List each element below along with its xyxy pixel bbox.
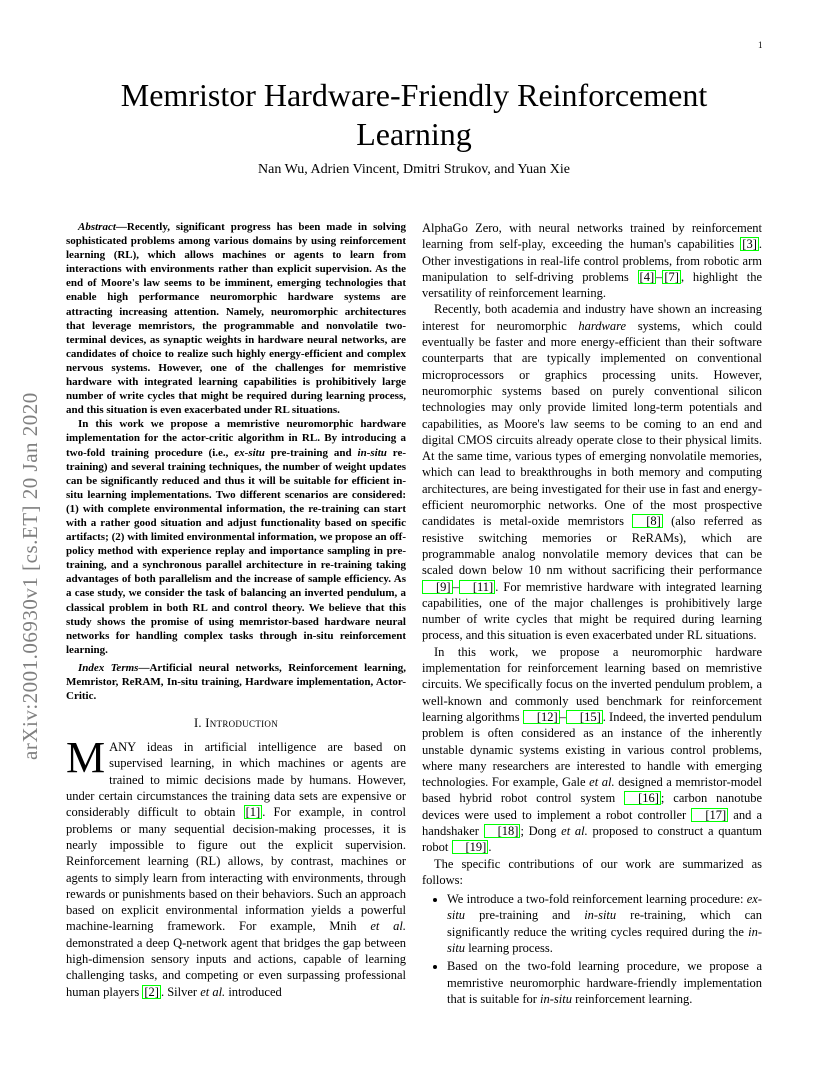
citation-link[interactable]: [16]: [624, 791, 661, 805]
abstract-paragraph-2: In this work we propose a memristive neuromorphic hardware implementation for the actor-critic algorithm in RL. By introducing a two-fold training procedure (i.e., ex-situ pre-training and in-situ re-training) and several training techniques, the number of weight updates can be significantly reduced and thus it will be suitable for efficient in-situ learning implementations. Two different scenarios are considered: (1) with complete environmental information, the re-training can start with a rather good situation and adjust functionality based on specific artifacts; (2) with limited environmental information, we propose an off-policy method with experience replay and importance sampling in pre-training, and a synchronous parallel architecture in re-training taking advantages of both parallelism and the increase of sample efficiency. As a case study, we consider the task of balancing an inverted pendulum, a classical problem in both RL and control theory. We believe that this study shows the promise of using memristor-based hardware neural networks for handling complex tasks through in-situ reinforcement learning.: [66, 418, 406, 656]
index-terms-label: Index Terms: [78, 661, 139, 674]
arxiv-stamp: arXiv:2001.06930v1 [cs.ET] 20 Jan 2020: [18, 392, 42, 760]
page-number: 1: [758, 40, 763, 50]
citation-link[interactable]: [9]: [422, 580, 453, 594]
left-column: [66, 220, 406, 1000]
citation-link[interactable]: [3]: [742, 237, 757, 252]
drop-cap: M: [66, 733, 106, 783]
citation-link[interactable]: [19]: [452, 840, 489, 854]
intro-paragraph: MANY ideas in artificial intelligence are based on supervised learning, in which machines or agents are trained to mimic decisions made by humans. However, under certain circumstances the training data sets are expensive or considerably difficult to obtain [1] . For example, in control problems or many sequential decision-making processes, it is nearly impossible to figure out the explicit supervision. Reinforcement learning (RL) allows, by contrast, machines or agents to simply learn from interacting with environments, through rewards or punishments based on their behaviors. Such an approach based on explicit environmental information yields a powerful machine-learning framework. For example, Mnih et al. demonstrated a deep Q-network agent that bridges the gap between high-dimension sensory inputs and actions, capable of learning challenging tasks, and competing or even surpassing professional human players [2] . Silver et al. introduced: [66, 733, 406, 999]
citation-link[interactable]: [11]: [459, 580, 495, 594]
citation-link[interactable]: [1]: [245, 805, 261, 820]
citation-link[interactable]: [15]: [566, 710, 603, 724]
list-item: • Based on the two-fold learning procedure, we propose a memristive neuromorphic hardware-friendly implementation that is suitable for in-situ reinforcement learning.: [447, 958, 762, 1007]
citation-link[interactable]: [17]: [691, 808, 728, 822]
index-terms: Index Terms—Artificial neural networks, Reinforcement learning, Memristor, ReRAM, In-situ training, Hardware implementation, Actor-Critic.: [66, 661, 406, 703]
citation-link[interactable]: [4]: [639, 269, 655, 284]
contributions-list: [422, 891, 762, 1007]
citation-link[interactable]: [7]: [664, 269, 679, 284]
paper-authors: Nan Wu, Adrien Vincent, Dmitri Strukov, and Yuan Xie: [258, 162, 570, 177]
citation-link[interactable]: [8]: [632, 514, 663, 528]
body-paragraph: Recently, both academia and industry have shown an increasing interest for neuromorphic hardware systems, which could eventually be faster and more energy-efficient than their software counterparts that are typically implemented on conventional microprocessors or graphics processing units. However, neuromorphic systems based on purely conventional silicon technologies may only provide limited long-term potentials and capabilities, as Moore's law seems to be coming to an end and digital CMOS circuits already operate close to their physical limits. At the same time, various types of emerging nonvolatile memories, which can lead to breakthroughs in both memory and computing architectures, are being investigated for their use in fast and energy-efficient neuromorphic networks. One of the most prospective candidates is metal-oxide memristors [8] (also referred as resistive switching memories or ReRAMs), which are programmable analog nonvolatile memory devices that can be scaled down below 10 nm without sacrificing their performance [9] – [11] . For memristive hardware with integrated learning capabilities, one of the major challenges is prohibitively large number of write cycles that might be required during learning process, and this situation is even exacerbated under RL situations.: [422, 302, 762, 643]
right-column: [422, 220, 762, 1009]
body-paragraph: In this work, we propose a neuromorphic hardware implementation for reinforcement learning based on memristive circuits. We specifically focus on the inverted pendulum problem, a well-known and commonly used benchmark for reinforcement learning algorithms [12] – [15] . Indeed, the inverted pendulum problem is often considered as an instance of the inherently unstable dynamic systems existing in various control problems, where many researchers are interested to handle with emerging technologies. For example, Gale et al. designed a memristor-model based hybrid robot control system [16] ; carbon nanotube devices were used to implement a robot controller [17] and a handshaker [18] ; Dong et al. proposed to construct a quantum robot [19] .: [422, 644, 763, 855]
abstract-label: Abstract: [78, 221, 116, 233]
abstract-paragraph-1: Abstract—Recently, significant progress has been made in solving sophisticated problems among various domains by using reinforcement learning (RL), which allows machines or agents to learn from interactions with environments rather than explicit supervision. As the end of Moore's law seems to be imminent, emerging technologies that enable high performance neuromorphic hardware systems are attracting increasing attention. Namely, neuromorphic architectures that leverage memristors, the programmable and nonvolatile two-terminal devices, as synaptic weights in hardware neural networks, are candidates of choice to realize such highly energy-efficient and complex nervous systems. However, one of the challenges for memristive hardware with integrated learning capabilities is prohibitively large number of write cycles that might be required during learning process, and this situation is even exacerbated under RL situations.: [66, 221, 406, 417]
body-paragraph: AlphaGo Zero, with neural networks trained by reinforcement learning from self-play, exceeding the human's capabilities [3] . Other investigations in real-life control problems, from robotic arm manipulation to self-driving problems [4] – [7] , highlight the versatility of reinforcement learning.: [422, 221, 762, 301]
list-item: • We introduce a two-fold reinforcement learning procedure: ex-situ pre-training and in-situ re-training, which can significantly reduce the writing cycles required during the in-situ learning process.: [447, 891, 762, 956]
paper-title: Memristor Hardware-Friendly Reinforcement Learning: [120, 77, 708, 152]
section-heading-introduction: I. Introduction: [193, 716, 279, 731]
citation-link[interactable]: [18]: [484, 824, 521, 838]
body-paragraph: The specific contributions of our work are summarized as follows:: [422, 856, 762, 887]
citation-link[interactable]: [2]: [144, 984, 159, 999]
citation-link[interactable]: [12]: [523, 710, 560, 724]
